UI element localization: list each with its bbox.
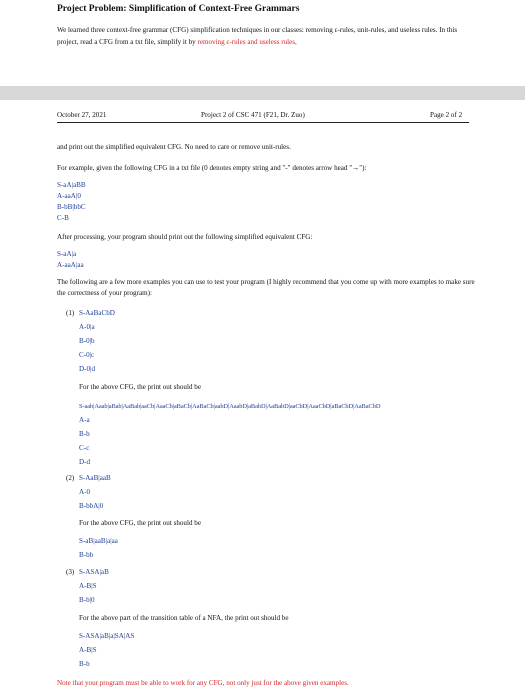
ex1-grammar-rule: B-0|b (79, 337, 95, 345)
ex2-print-text: For the above CFG, the print out should be (79, 519, 201, 527)
ex3-grammar-rule: S-ASA|aB (79, 568, 109, 576)
ex2-result-rule: B-bb (79, 551, 94, 559)
ex2-grammar-rule: S-AaB|aaB (79, 474, 111, 482)
ex2-result-rule: S-aB|aaB|a|aa (79, 537, 118, 545)
result-rule: A-aaA|aa (57, 261, 84, 269)
intro-text: We learned three context-free grammar (CFG) simplification techniques in our classes: removing ε-rules, unit-rules, and useless rules. In this project, read a CFG from a txt file, simplify it by (57, 26, 458, 46)
ex2-grammar-rule: B-bbA|0 (79, 502, 104, 510)
intro-paragraph (57, 24, 477, 48)
example-intro: For example, given the following CFG in a txt file (0 denotes empty string and "-" denotes arrow head "→"): (57, 164, 367, 172)
after-processing-text: After processing, your program should print out the following simplified equivalent CFG: (57, 233, 313, 241)
ex1-grammar-rule: D-0|d (79, 365, 95, 373)
ex3-grammar-rule: B-b|0 (79, 596, 95, 604)
more-examples-text: The following are a few more examples you can use to test your program (I highly recommend that you come up with more examples to make sure the correctness of your program): (57, 278, 475, 297)
ex3-result-rule: A-B|S (79, 646, 97, 654)
ex1-result-rule: S-aab|Aaab|aBab|AaBab|aaCb|AaaCb|aBaCb|AaBaCb|aabD|AaabD|aBabD|AaBabD|aaCbD|AaaCbD|aBaCbD|AaBaCbD (79, 403, 381, 410)
grammar-rule: A-aaA|0 (57, 192, 81, 200)
ex3-print-text: For the above part of the transition table of a NFA, the print out should be (79, 614, 289, 622)
grammar-rule: S-aA|aBB (57, 181, 86, 189)
page-2 (0, 100, 525, 700)
ex3-grammar-rule: A-B|S (79, 582, 97, 590)
ex1-grammar-rule: C-0|c (79, 351, 95, 359)
intro-highlight: removing ε-rules and useless rules, (197, 38, 297, 46)
header-date: October 27, 2021 (57, 111, 107, 119)
grammar-rule: B-bB|bbC (57, 203, 86, 211)
header-rule (57, 122, 469, 123)
ex1-result-rule: A-a (79, 416, 90, 424)
ex3-result-rule: S-ASA|aB|a|SA|AS (79, 632, 135, 640)
ex1-grammar-rule: S-AaBaCbD (79, 309, 115, 317)
page-divider (0, 86, 525, 100)
continuation-line: and print out the simplified equivalent CFG. No need to care or remove unit-rules. (57, 143, 291, 151)
project-title: Project Problem: Simplification of Context-Free Grammars (57, 4, 300, 14)
closing-note: Note that your program must be able to work for any CFG, not only just for the above given examples. (57, 679, 349, 687)
example-3-label: (3) (66, 568, 75, 576)
example-1-label: (1) (66, 309, 75, 317)
grammar-rule: C-B (57, 214, 69, 222)
ex1-result-rule: B-b (79, 430, 90, 438)
example-2-label: (2) (66, 474, 75, 482)
header-course: Project 2 of CSC 471 (F21, Dr. Zuo) (201, 111, 305, 119)
ex2-grammar-rule: A-0 (79, 488, 91, 496)
ex1-result-rule: D-d (79, 458, 91, 466)
ex1-grammar-rule: A-0|a (79, 323, 95, 331)
ex1-result-rule: C-c (79, 444, 90, 452)
header-page-number: Page 2 of 2 (430, 111, 463, 119)
previous-page-section (0, 0, 525, 86)
result-rule: S-aA|a (57, 250, 77, 258)
ex3-result-rule: B-b (79, 660, 90, 668)
ex1-print-text: For the above CFG, the print out should be (79, 383, 201, 391)
